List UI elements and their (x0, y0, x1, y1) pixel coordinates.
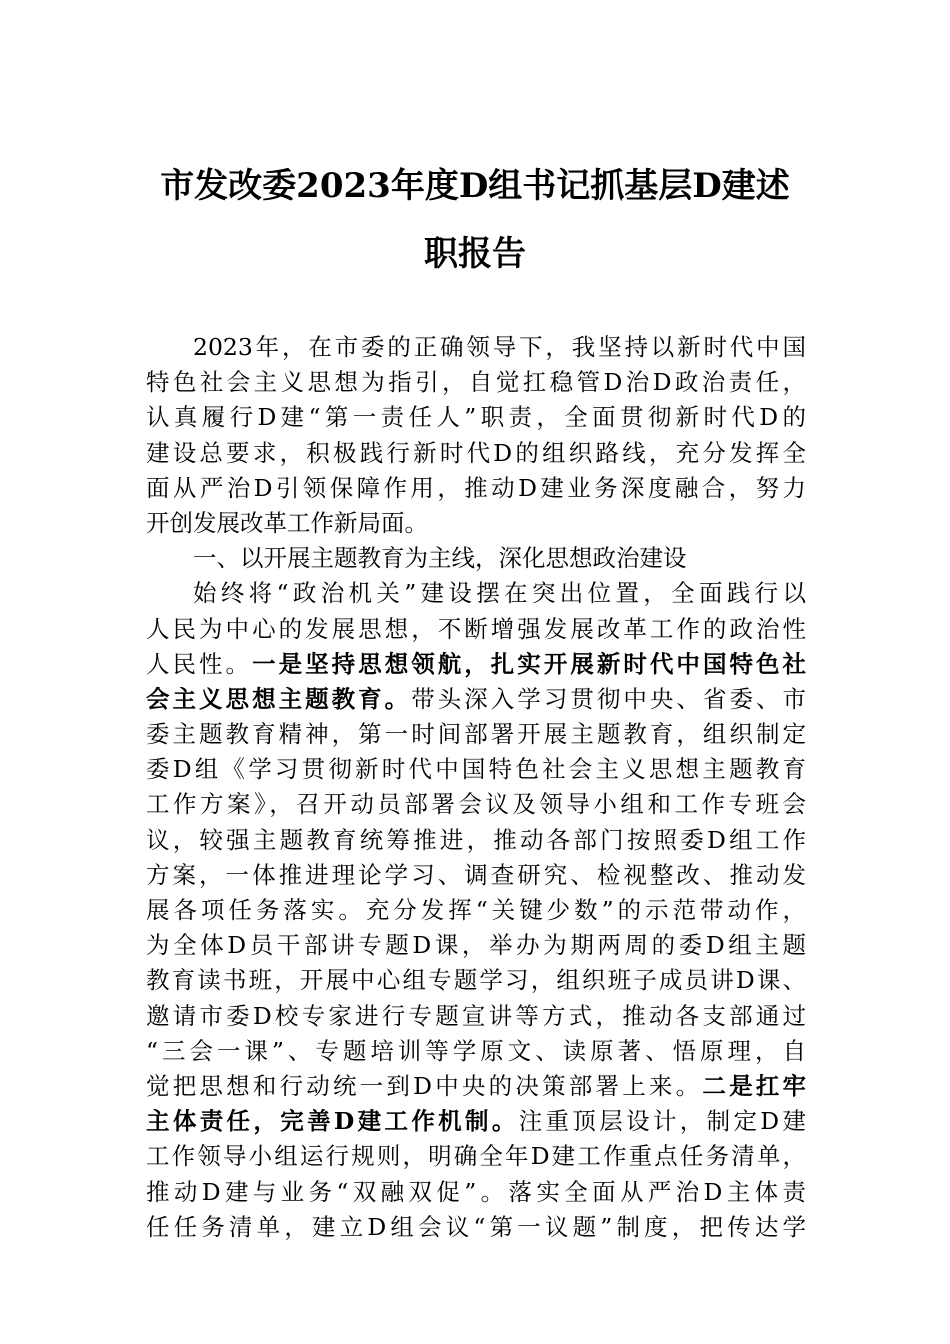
text-segment: “三会一课”、专题培训等学原文、读原著、悟原理，自 (146, 1036, 806, 1065)
body-text-line (146, 1104, 806, 1139)
body-text-line (146, 1034, 806, 1069)
bold-text-segment: 会主义思想主题教育。 (146, 684, 412, 713)
document-title-line-1: 市发改委2023年度D组书记抓基层D建述 (160, 166, 790, 206)
body-text-line (146, 1139, 806, 1174)
body-text-line (146, 400, 806, 435)
body-text-line (146, 752, 806, 787)
body-text-line (146, 682, 806, 717)
body-text-line (146, 893, 806, 928)
body-text-line (146, 1210, 806, 1245)
text-segment: 邀请市委D校专家进行专题宣讲等方式，推动各支部通过 (146, 1001, 806, 1030)
text-segment: 带头深入学习贯彻中央、省委、市 (411, 684, 807, 713)
document-title-line-2: 职报告 (424, 234, 526, 274)
text-segment: 工作方案》，召开动员部署会议及领导小组和工作专班会 (146, 790, 806, 819)
text-segment: 建设总要求，积极践行新时代D的组织路线，充分发挥全 (146, 438, 806, 467)
text-segment: 教育读书班，开展中心组专题学习，组织班子成员讲D课、 (146, 966, 806, 995)
body-text-line (146, 823, 806, 858)
text-segment: 认真履行D建“第一责任人”职责，全面贯彻新时代D的 (146, 403, 806, 432)
body-text-line (146, 1175, 806, 1210)
body-text-line (146, 717, 806, 752)
body-text-line (146, 963, 806, 998)
body-text-line (146, 858, 806, 893)
text-segment: 特色社会主义思想为指引，自觉扛稳管D治D政治责任， (146, 368, 806, 397)
text-segment: 觉把思想和行动统一到D中央的决策部署上来。 (146, 1071, 703, 1100)
body-text-line (146, 330, 806, 365)
body-text-line (146, 647, 806, 682)
body-text-line (146, 999, 806, 1034)
text-segment: 人民为中心的发展思想，不断增强发展改革工作的政治性 (146, 614, 806, 643)
text-segment: 展各项任务落实。充分发挥“关键少数”的示范带动作， (146, 896, 806, 924)
text-segment: 面从严治D引领保障作用，推动D建业务深度融合，努力 (146, 473, 806, 502)
text-segment: 方案，一体推进理论学习、调查研究、检视整改、推动发 (146, 860, 806, 889)
text-segment: 工作领导小组运行规则，明确全年D建工作重点任务清单， (146, 1142, 806, 1171)
text-segment: 推动D建与业务“双融双促”。落实全面从严治D主体责 (146, 1177, 806, 1206)
text-segment: 始终将“政治机关”建设摆在突出位置，全面践行以 (193, 579, 806, 608)
text-segment: 委主题教育精神，第一时间部署开展主题教育，组织制定 (146, 720, 806, 749)
bold-text-segment: 一是坚持思想领航，扎实开展新时代中国特色社 (252, 649, 807, 678)
body-text-line (146, 471, 806, 506)
document-body (146, 330, 806, 1245)
body-text-line (146, 436, 806, 471)
text-segment: 人民性。 (146, 649, 253, 678)
text-segment: 为全体D员干部讲专题D课，举办为期两周的委D组主题 (146, 931, 806, 960)
text-segment: 注重顶层设计，制定D建 (518, 1107, 806, 1136)
text-segment: 开创发展改革工作新局面。 (146, 508, 428, 537)
body-text-line (146, 576, 806, 611)
body-text-line (146, 365, 806, 400)
body-text-line (146, 506, 806, 541)
body-text-line (146, 612, 806, 647)
bold-text-segment: 二是扛牢 (702, 1071, 807, 1100)
text-segment: 任任务清单，建立D组会议“第一议题”制度，把传达学 (146, 1212, 806, 1241)
section-heading (146, 541, 806, 576)
bold-text-segment: 主体责任，完善D建工作机制。 (146, 1107, 519, 1136)
body-text-line (146, 928, 806, 963)
text-segment: 2023年，在市委的正确领导下，我坚持以新时代中国 (193, 333, 806, 361)
text-segment: 议，较强主题教育统筹推进，推动各部门按照委D组工作 (146, 825, 806, 854)
text-segment: 一、以开展主题教育为主线，深化思想政治建设 (193, 544, 687, 573)
text-segment: 委D组《学习贯彻新时代中国特色社会主义思想主题教育 (146, 755, 806, 784)
body-text-line (146, 787, 806, 822)
body-text-line (146, 1069, 806, 1104)
